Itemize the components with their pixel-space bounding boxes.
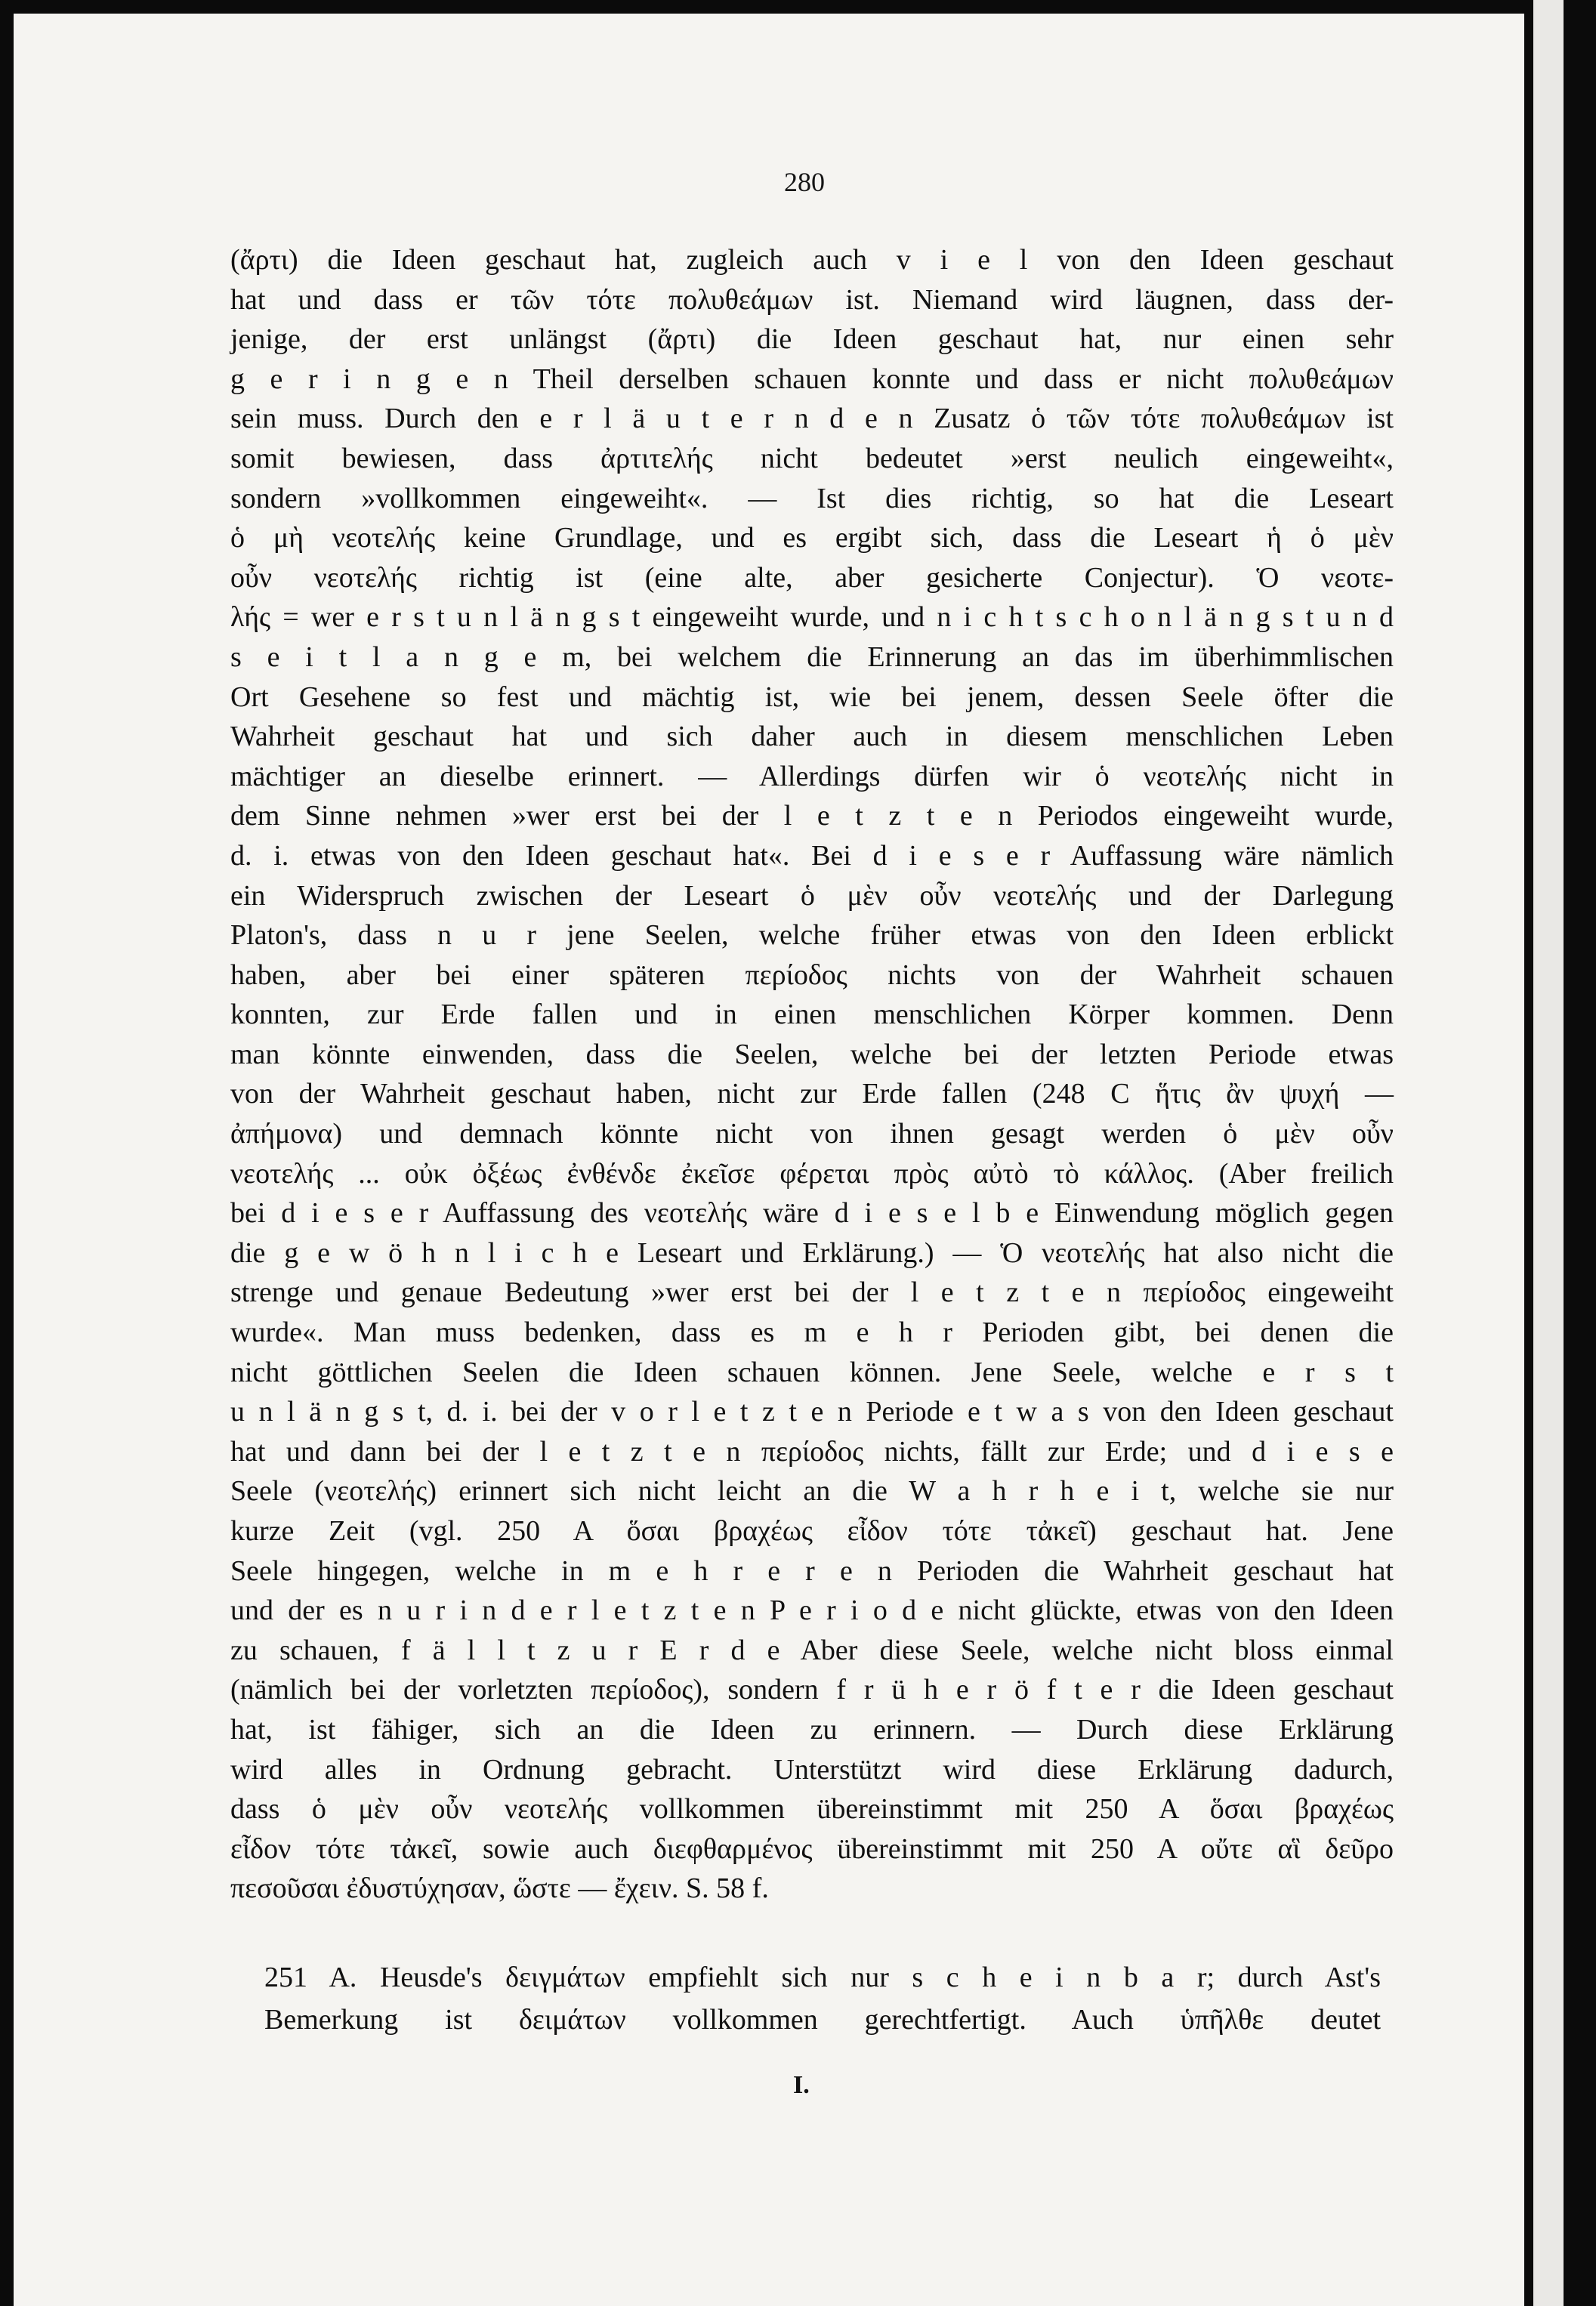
- text-line: wird alles in Ordnung gebracht. Unterstützt wird diese Erklärung dadurch,: [230, 1753, 1394, 1786]
- text-line: somit bewiesen, dass ἀρτιτελής nicht bedeutet »erst neulich eingeweiht«,: [230, 442, 1394, 474]
- text-line: man könnte einwenden, dass die Seelen, welche bei der letzten Periode etwas: [230, 1038, 1394, 1070]
- text-line: d. i. etwas von den Ideen geschaut hat«. Bei d i e s e r Auffassung wäre nämlich: [230, 839, 1394, 872]
- text-line: sondern »vollkommen eingeweiht«. — Ist dies richtig, so hat die Leseart: [230, 482, 1394, 514]
- text-line: εἶδον τότε τἀκεῖ, sowie auch διεφθαρμένος übereinstimmt mit 250 A οὔτε αἳ δεῦρο: [230, 1832, 1394, 1865]
- text-line: ἀπήμονα) und demnach könnte nicht von ihnen gesagt werden ὁ μὲν οὖν: [230, 1118, 1394, 1150]
- text-line: jenige, der erst unlängst (ἄρτι) die Ideen geschaut hat, nur einen sehr: [230, 323, 1394, 356]
- text-line: dem Sinne nehmen »wer erst bei der l e t z t e n Periodos eingeweiht wurde,: [230, 800, 1394, 832]
- signature-mark: I.: [793, 2071, 810, 2099]
- text-line: wurde«. Man muss bedenken, dass es m e h r Perioden gibt, bei denen die: [230, 1317, 1394, 1349]
- text-line: bei d i e s e r Auffassung des νεοτελής wäre d i e s e l b e Einwendung möglich gegen: [230, 1197, 1394, 1230]
- text-line: λής = wer e r s t u n l ä n g s t eingeweiht wurde, und n i c h t s c h o n l ä n g s t u n d: [230, 601, 1394, 634]
- text-line: ὁ μὴ νεοτελής keine Grundlage, und es ergibt sich, dass die Leseart ἡ ὁ μὲν: [230, 522, 1394, 554]
- text-line: hat und dass er τῶν τότε πολυθεάμων ist. Niemand wird läugnen, dass der-: [230, 283, 1394, 316]
- text-line: νεοτελής ... οὐκ ὀξέως ἐνθένδε ἐκεῖσε φέρεται πρὸς αὐτὸ τὸ κάλλος. (Aber freilich: [230, 1157, 1394, 1190]
- main-paragraph: [230, 240, 1394, 1909]
- next-page-edge: [1533, 0, 1564, 2306]
- text-line: hat und dann bei der l e t z t e n περίοδος nichts, fällt zur Erde; und d i e s e: [230, 1435, 1394, 1468]
- text-line: sein muss. Durch den e r l ä u t e r n d e n Zusatz ὁ τῶν τότε πολυθεάμων ist: [230, 403, 1394, 435]
- text-line: (nämlich bei der vorletzten περίοδος), sondern f r ü h e r ö f t e r die Ideen geschaut: [230, 1674, 1394, 1706]
- text-line: Platon's, dass n u r jene Seelen, welche früher etwas von den Ideen erblickt: [230, 919, 1394, 952]
- text-line: mächtiger an dieselbe erinnert. — Allerdings dürfen wir ὁ νεοτελής nicht in: [230, 760, 1394, 792]
- text-line: hat, ist fähiger, sich an die Ideen zu erinnern. — Durch diese Erklärung: [230, 1713, 1394, 1746]
- text-line: konnten, zur Erde fallen und in einen menschlichen Körper kommen. Denn: [230, 999, 1394, 1031]
- text-line: (ἄρτι) die Ideen geschaut hat, zugleich auch v i e l von den Ideen geschaut: [230, 244, 1394, 276]
- text-line: s e i t l a n g e m, bei welchem die Erinnerung an das im überhimmlischen: [230, 641, 1394, 673]
- text-line: Bemerkung ist δειμάτων vollkommen gerechtfertigt. Auch ὑπῆλθε deutet: [264, 2004, 1381, 2036]
- text-line: Wahrheit geschaut hat und sich daher auch in diesem menschlichen Leben: [230, 721, 1394, 753]
- text-line: u n l ä n g s t, d. i. bei der v o r l e t z t e n Periode e t w a s von den Ideen geschaut: [230, 1396, 1394, 1428]
- text-line: von der Wahrheit geschaut haben, nicht zur Erde fallen (248 C ἥτις ἂν ψυχή —: [230, 1078, 1394, 1110]
- text-line: die g e w ö h n l i c h e Leseart und Erklärung.) — Ὁ νεοτελής hat also nicht die: [230, 1236, 1394, 1269]
- text-line: strenge und genaue Bedeutung »wer erst bei der l e t z t e n περίοδος eingeweiht: [230, 1276, 1394, 1309]
- text-line: haben, aber bei einer späteren περίοδος nichts von der Wahrheit schauen: [230, 959, 1394, 991]
- text-line: g e r i n g e n Theil derselben schauen konnte und dass er nicht πολυθεάμων: [230, 363, 1394, 395]
- text-line: 251 A. Heusde's δειγμάτων empfiehlt sich nur s c h e i n b a r; durch Ast's: [264, 1962, 1381, 1993]
- text-line: kurze Zeit (vgl. 250 A ὅσαι βραχέως εἶδον τότε τἀκεῖ) geschaut hat. Jene: [230, 1515, 1394, 1547]
- text-line: Seele (νεοτελής) erinnert sich nicht leicht an die W a h r h e i t, welche sie nur: [230, 1475, 1394, 1508]
- text-line: οὖν νεοτελής richtig ist (eine alte, aber gesicherte Conjectur). Ὁ νεοτε-: [230, 561, 1394, 594]
- text-line: Ort Gesehene so fest und mächtig ist, wie bei jenem, dessen Seele öfter die: [230, 681, 1394, 713]
- second-paragraph: [264, 1956, 1381, 2041]
- text-line: nicht göttlichen Seelen die Ideen schauen können. Jene Seele, welche e r s t: [230, 1356, 1394, 1388]
- text-line: dass ὁ μὲν οὖν νεοτελής vollkommen übereinstimmt mit 250 A ὅσαι βραχέως: [230, 1793, 1394, 1826]
- text-line: und der es n u r i n d e r l e t z t e n P e r i o d e nicht glückte, etwas von den Ideen: [230, 1594, 1394, 1627]
- text-line: ein Widerspruch zwischen der Leseart ὁ μὲν οὖν νεοτελής und der Darlegung: [230, 879, 1394, 912]
- text-line: zu schauen, f ä l l t z u r E r d e Aber diese Seele, welche nicht bloss einmal: [230, 1634, 1394, 1666]
- page-number: 280: [784, 167, 825, 197]
- text-line: πεσοῦσαι ἐδυστύχησαν, ὥστε — ἔχειν. S. 58 f.: [230, 1872, 769, 1905]
- text-line: Seele hingegen, welche in m e h r e r e n Perioden die Wahrheit geschaut hat: [230, 1554, 1394, 1587]
